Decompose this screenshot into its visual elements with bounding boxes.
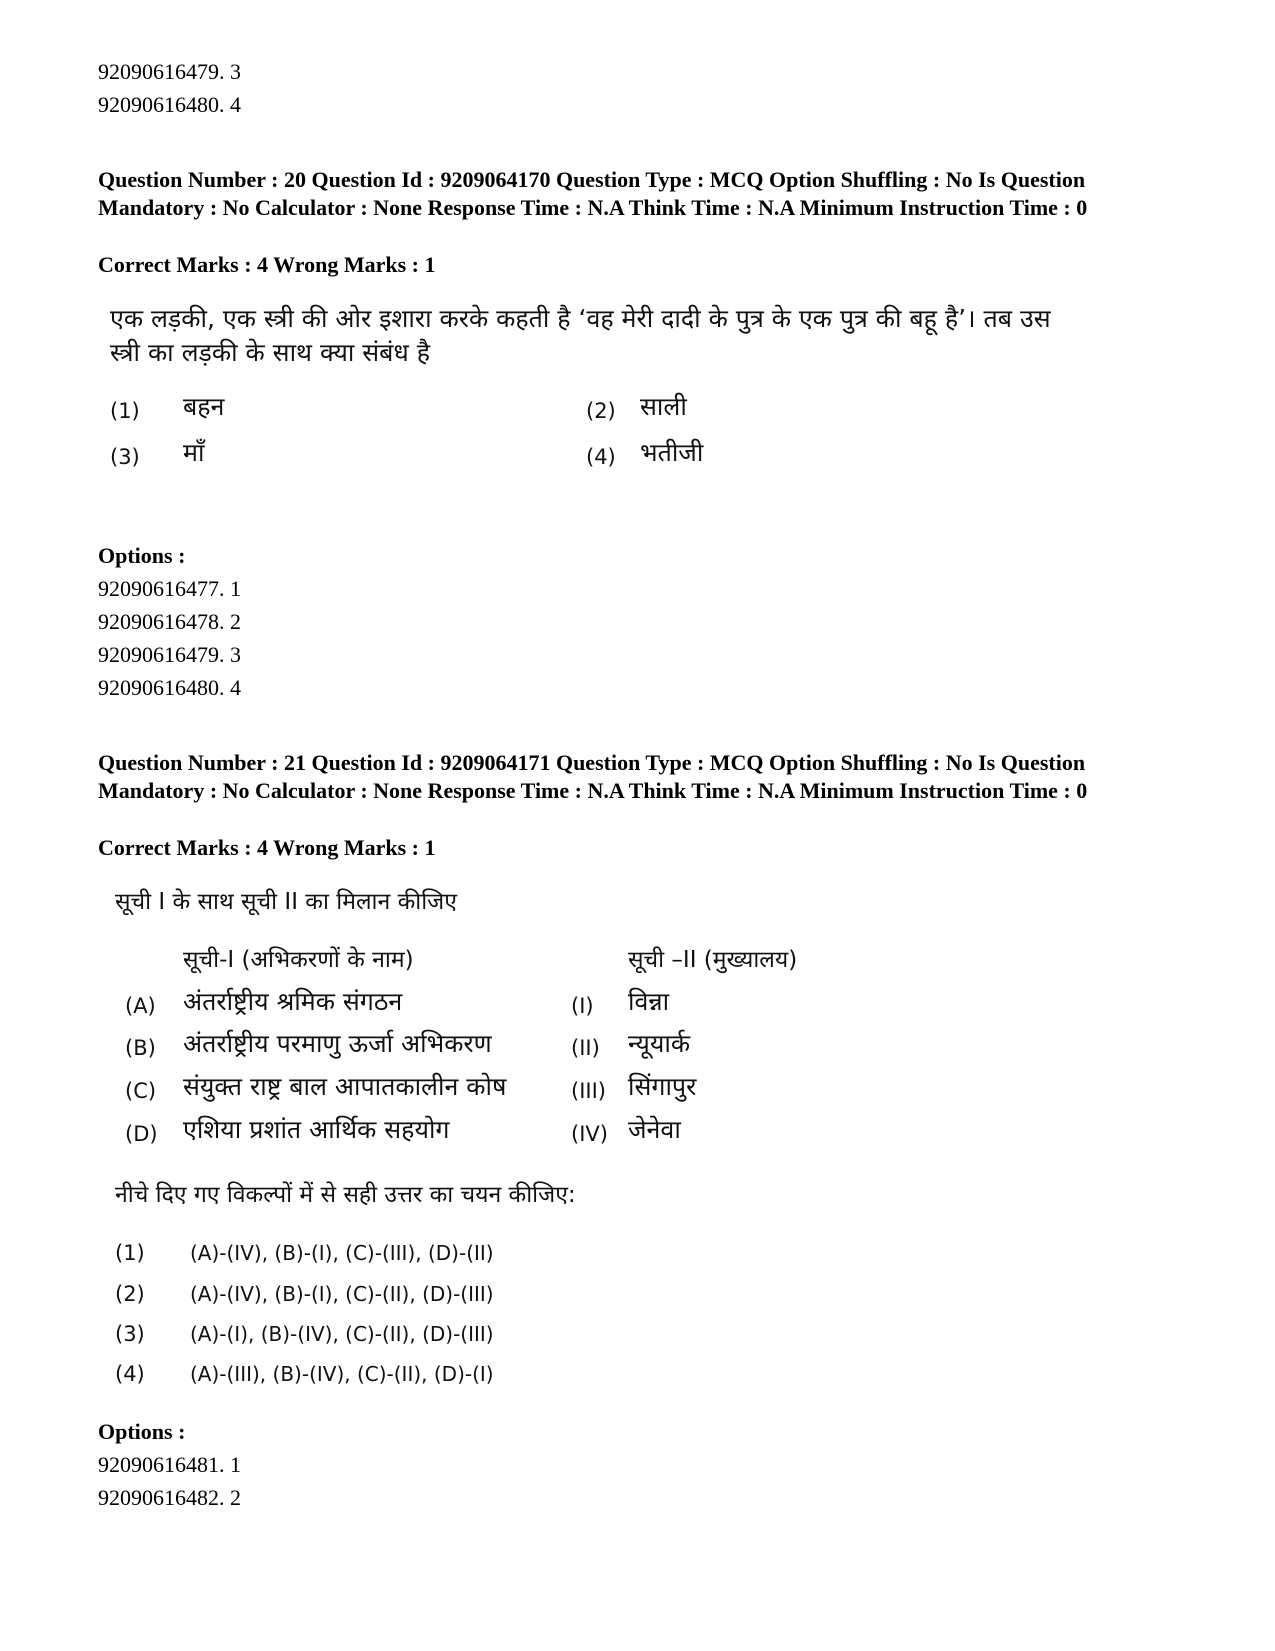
list2-item: विन्ना xyxy=(628,987,670,1016)
list1-label: (D) xyxy=(125,1122,158,1146)
list1-item: संयुक्त राष्ट्र बाल आपातकालीन कोष xyxy=(183,1072,507,1101)
choice-text: बहन xyxy=(183,392,225,421)
options-label: Options : xyxy=(98,543,186,568)
choice-number: (3) xyxy=(110,445,140,469)
question-21-instruction: सूची I के साथ सूची II का मिलान कीजिए xyxy=(115,889,457,915)
list1-item: अंतर्राष्ट्रीय परमाणु ऊर्जा अभिकरण xyxy=(183,1029,492,1058)
list2-label: (I) xyxy=(571,994,594,1018)
answer-text: (A)-(I), (B)-(IV), (C)-(II), (D)-(III) xyxy=(190,1322,494,1346)
question-20-header: Question Number : 20 Question Id : 9209064170 Question Type : MCQ Option Shuffling : No Is Question Mandatory : No Calculator : None Response Time : N.A Think Time : N.A Minimum Instruction Time : 0 xyxy=(98,167,1088,220)
list1-label: (B) xyxy=(125,1036,156,1060)
answer-text: (A)-(IV), (B)-(I), (C)-(II), (D)-(III) xyxy=(190,1282,494,1306)
list2-item: सिंगापुर xyxy=(628,1072,697,1101)
question-21-header: Question Number : 21 Question Id : 9209064171 Question Type : MCQ Option Shuffling : No Is Question Mandatory : No Calculator : None Response Time : N.A Think Time : N.A Minimum Instruction Time : 0 xyxy=(98,750,1088,803)
option-line: 92090616477. 1 xyxy=(98,576,241,601)
list1-label: (A) xyxy=(125,994,156,1018)
list2-label: (IV) xyxy=(571,1122,608,1146)
answer-text: (A)-(III), (B)-(IV), (C)-(II), (D)-(I) xyxy=(190,1362,494,1386)
select-instruction: नीचे दिए गए विकल्पों में से सही उत्तर का चयन कीजिए: xyxy=(115,1182,576,1208)
list1-item: एशिया प्रशांत आर्थिक सहयोग xyxy=(183,1115,450,1144)
choice-text: भतीजी xyxy=(640,438,704,467)
answer-number: (1) xyxy=(115,1241,145,1265)
answer-number: (4) xyxy=(115,1362,145,1386)
answer-text: (A)-(IV), (B)-(I), (C)-(III), (D)-(II) xyxy=(190,1241,494,1265)
choice-number: (4) xyxy=(586,445,616,469)
question-20-text-line1: एक लड़की, एक स्त्री की ओर इशारा करके कहती है ‘वह मेरी दादी के पुत्र के एक पुत्र की बहू है’। तब उस xyxy=(110,304,1051,333)
options-label: Options : xyxy=(98,1419,186,1444)
answer-number: (2) xyxy=(115,1282,145,1306)
question-20-text-line2: स्त्री का लड़की के साथ क्या संबंध है xyxy=(110,338,431,367)
option-line: 92090616480. 4 xyxy=(98,675,241,700)
choice-text: साली xyxy=(640,392,687,421)
list2-heading: सूची –II (मुख्यालय) xyxy=(628,947,798,973)
list1-label: (C) xyxy=(125,1079,157,1103)
list2-item: न्यूयार्क xyxy=(628,1029,691,1058)
choice-text: माँ xyxy=(183,438,205,467)
question-21-marks: Correct Marks : 4 Wrong Marks : 1 xyxy=(98,835,436,860)
option-line: 92090616482. 2 xyxy=(98,1485,241,1510)
list2-item: जेनेवा xyxy=(628,1115,681,1144)
choice-number: (2) xyxy=(586,399,616,423)
option-line: 92090616478. 2 xyxy=(98,609,241,634)
option-line: 92090616480. 4 xyxy=(98,92,241,117)
list2-label: (II) xyxy=(571,1036,600,1060)
question-20-marks: Correct Marks : 4 Wrong Marks : 1 xyxy=(98,252,436,277)
list1-item: अंतर्राष्ट्रीय श्रमिक संगठन xyxy=(183,987,403,1016)
list2-label: (III) xyxy=(571,1079,606,1103)
option-line: 92090616479. 3 xyxy=(98,59,241,84)
option-line: 92090616479. 3 xyxy=(98,642,241,667)
answer-number: (3) xyxy=(115,1322,145,1346)
list1-heading: सूची-I (अभिकरणों के नाम) xyxy=(183,947,414,973)
option-line: 92090616481. 1 xyxy=(98,1452,241,1477)
choice-number: (1) xyxy=(110,399,140,423)
